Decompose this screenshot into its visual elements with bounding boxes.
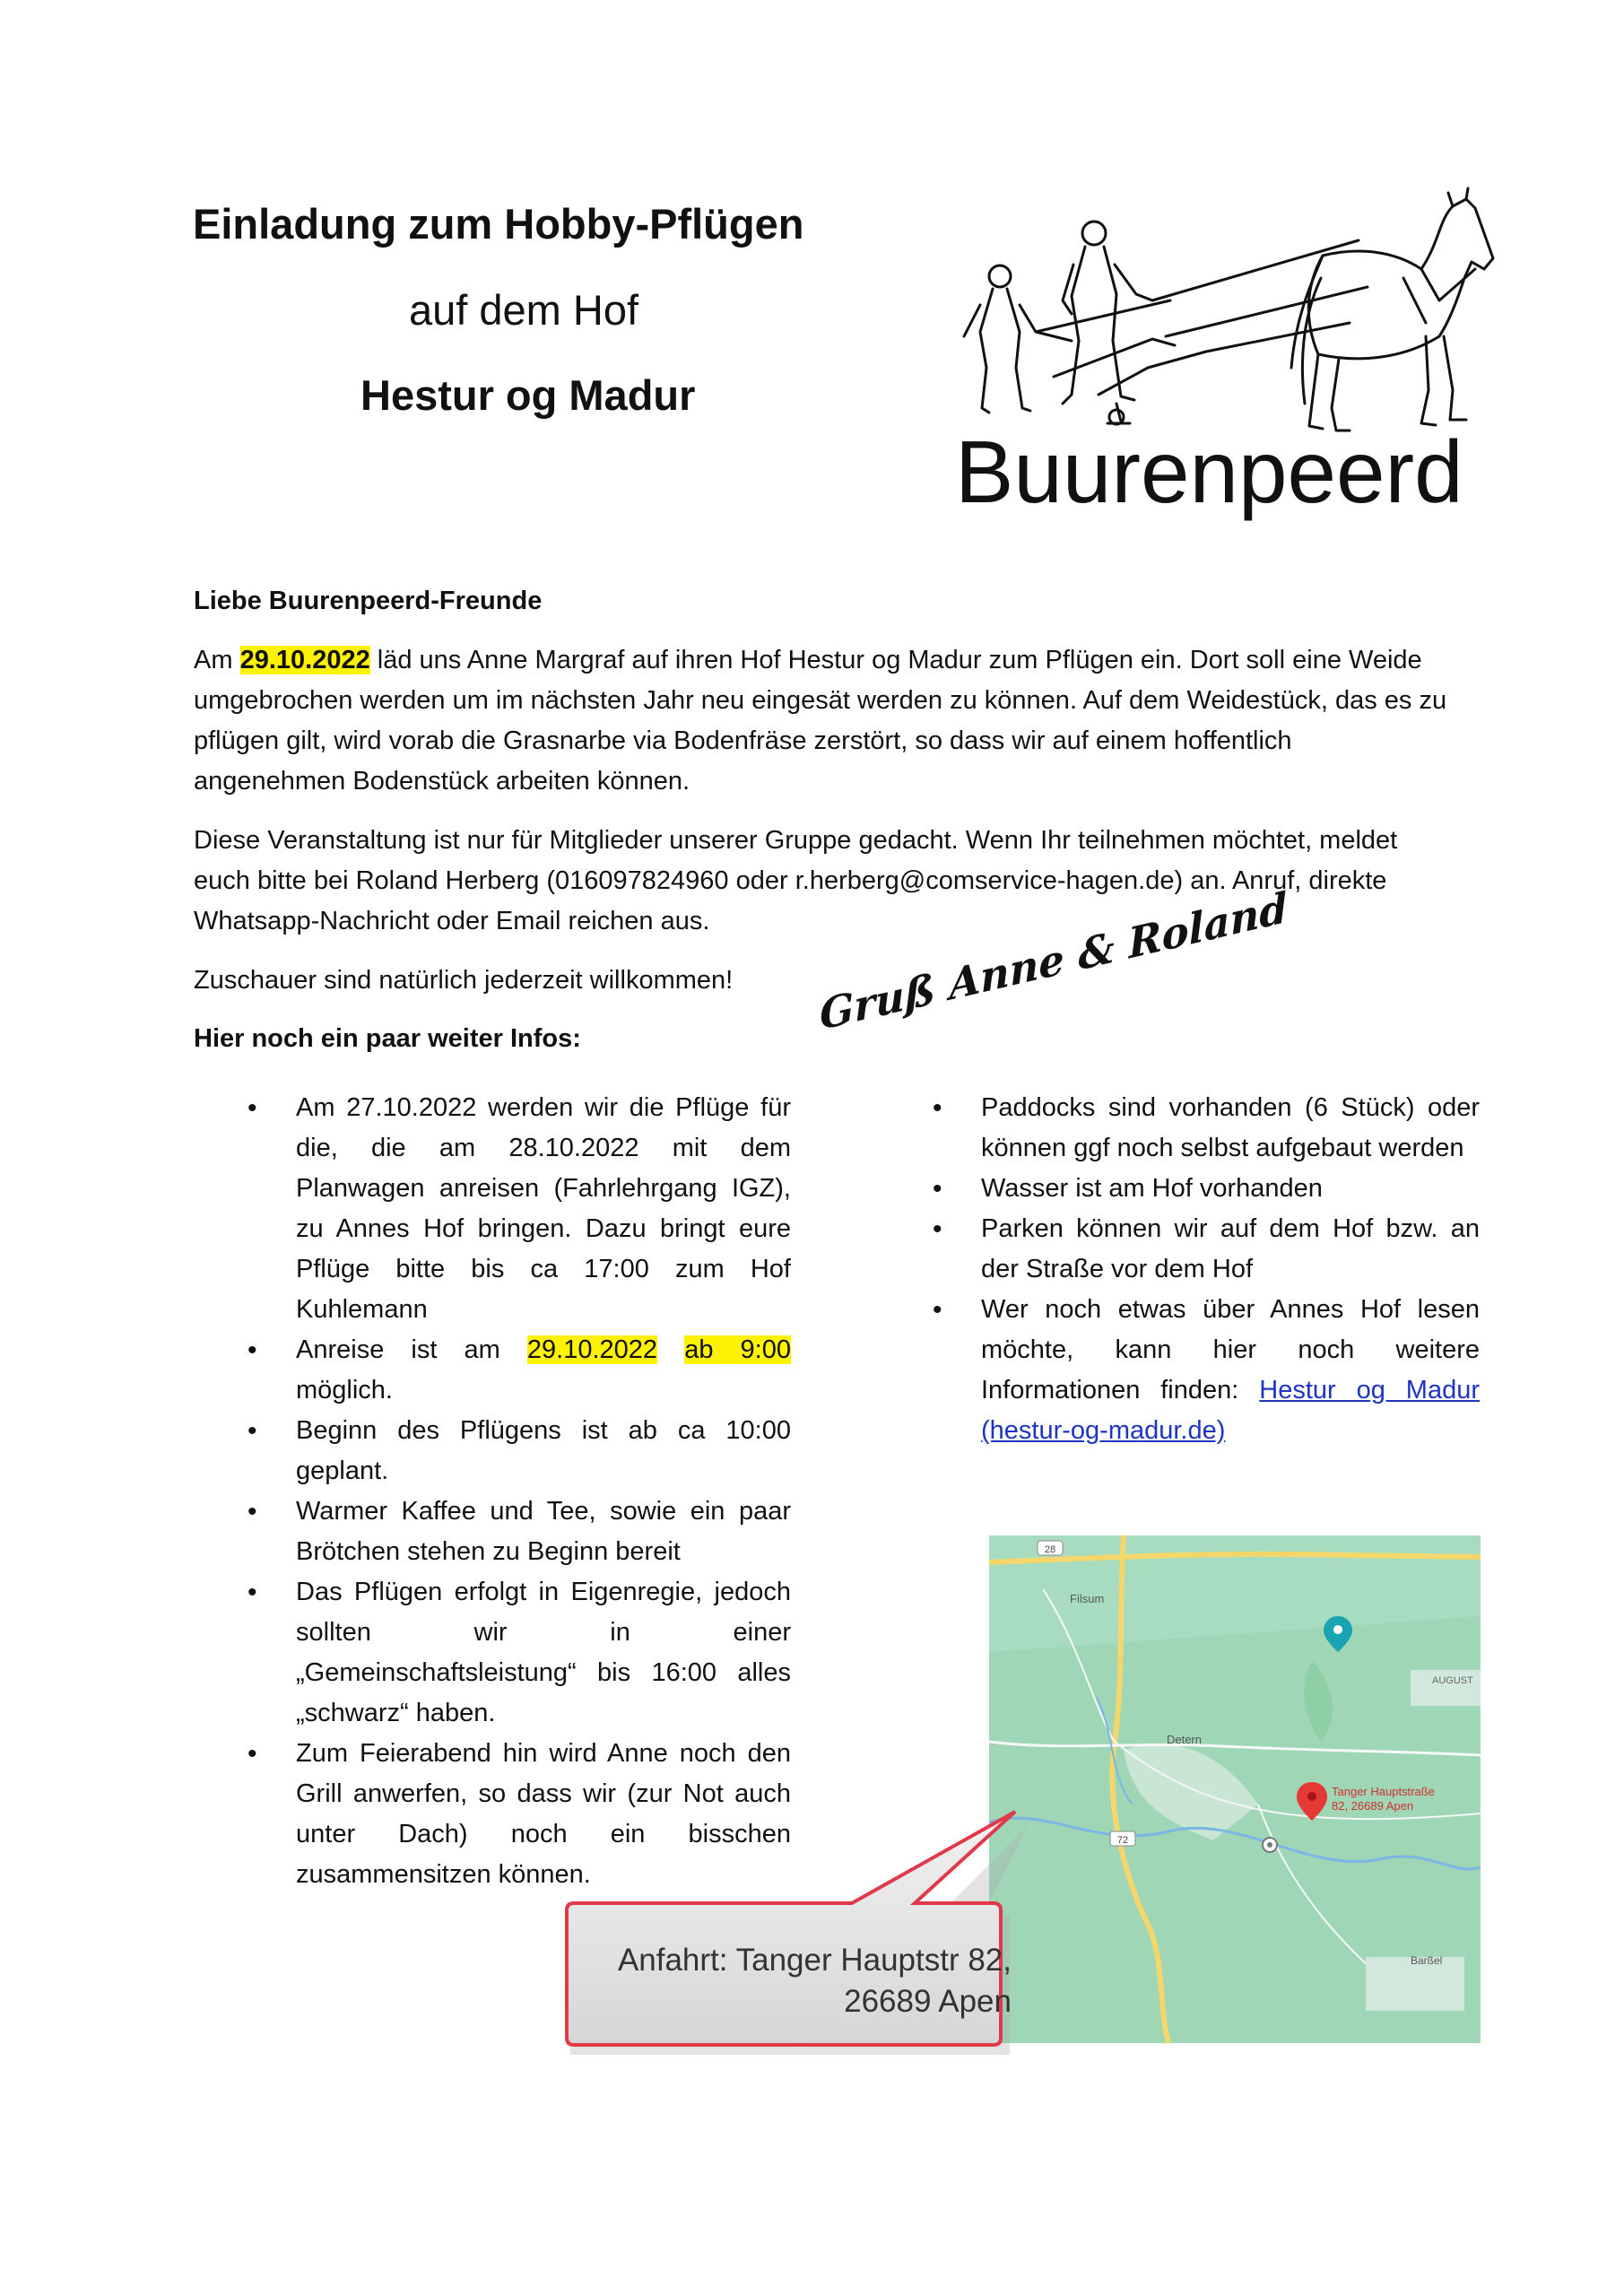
page-subtitle: auf dem Hof — [409, 286, 639, 334]
intro-paragraph — [194, 640, 1449, 802]
list-item — [931, 1290, 1480, 1451]
info-list-left — [246, 1088, 791, 1895]
registration-paragraph: Diese Veranstaltung ist nur für Mitglieder unserer Gruppe gedacht. Wenn Ihr teilnehmen möchtet, meldet euch bitte bei Roland Herberg (016097824960 oder r.herberg@comservice-hagen.de) an. Anruf, direkte Whatsapp-Nachricht oder Email reichen aus. — [194, 826, 1398, 935]
list-item — [246, 1330, 791, 1411]
highlighted-date: 29.10.2022 — [239, 646, 370, 674]
farm-website-link[interactable]: Hestur og Madur (hestur-og-madur.de) — [981, 1376, 1480, 1445]
list-item: • Warmer Kaffee und Tee, sowie ein paar Brötchen stehen zu Beginn bereit — [246, 1492, 791, 1572]
logo-wordmark: Buurenpeerd — [955, 422, 1463, 521]
list-item: • Zum Feierabend hin wird Anne noch den Grill anwerfen, so dass wir (zur Not auch unter Dach) noch ein bisschen zusammensitzen können. — [246, 1734, 791, 1895]
list-item: • Paddocks sind vorhanden (6 Stück) oder können ggf noch selbst aufgebaut werden — [931, 1088, 1480, 1169]
list-item: • Wasser ist am Hof vorhanden — [931, 1169, 1480, 1209]
arrival-post: möglich. — [296, 1376, 393, 1405]
list-item: • Am 27.10.2022 werden wir die Pflüge für die, die am 28.10.2022 mit dem Planwagen anreisen (Fahrlehrgang IGZ), zu Annes Hof bringen. Dazu bringt eure Pflüge bitte bis ca 17:00 zum Hof Kuhlemann — [246, 1088, 791, 1330]
map-label-filsum: Filsum — [1070, 1592, 1105, 1605]
handwritten-signature — [812, 882, 1289, 1049]
highlighted-arrival-time: ab 9:00 — [684, 1335, 791, 1364]
list-item: • Parken können wir auf dem Hof bzw. an der Straße vor dem Hof — [931, 1209, 1480, 1290]
spectators-paragraph: Zuschauer sind natürlich jederzeit willkommen! — [194, 966, 734, 995]
list-item: • Beginn des Pflügens ist ab ca 10:00 geplant. — [246, 1411, 791, 1492]
directions-line-1: Anfahrt: Tanger Hauptstr 82, — [617, 1943, 1012, 1978]
intro-pre: Am — [194, 646, 240, 674]
list-item: • Das Pflügen erfolgt in Eigenregie, jedoch sollten wir in einer „Gemeinschaftsleistung“ bis 16:00 alles „schwarz“ haben. — [246, 1572, 791, 1734]
destination-label-street: Tanger Hauptstraße — [1332, 1785, 1435, 1798]
arrival-pre: Anreise ist am — [296, 1335, 527, 1364]
map-label-barssel: Barßel — [1411, 1954, 1443, 1967]
signature-text: Gruß Anne & Roland — [818, 882, 1289, 1040]
map-label-augustfehn: AUGUST — [1432, 1675, 1473, 1686]
highlighted-arrival-date: 29.10.2022 — [526, 1335, 658, 1364]
directions-line-2: 26689 Apen — [844, 1984, 1012, 2019]
location-map[interactable] — [989, 1535, 1481, 2043]
page-title: Einladung zum Hobby-Pflügen — [193, 200, 804, 248]
directions-text — [599, 1940, 1012, 2022]
map-label-detern: Detern — [1167, 1733, 1203, 1746]
info-list-right — [931, 1088, 1480, 1451]
farm-info-text: Wer noch etwas über Annes Hof lesen möchte, kann hier noch weitere Informationen finden: — [981, 1295, 1480, 1405]
arrival-mid — [657, 1335, 684, 1364]
road-shield-72: 72 — [1116, 1835, 1129, 1846]
road-shield-28: 28 — [1044, 1544, 1056, 1555]
destination-label-city: 82, 26689 Apen — [1332, 1799, 1414, 1813]
buurenpeerd-logo — [937, 188, 1511, 520]
infos-heading: Hier noch ein paar weiter Infos: — [194, 1024, 581, 1053]
farm-name: Hestur og Madur — [360, 371, 696, 419]
greeting: Liebe Buurenpeerd-Freunde — [194, 587, 543, 615]
intro-post: läd uns Anne Margraf auf ihren Hof Hestur og Madur zum Pflügen ein. Dort soll eine Weide umgebrochen werden um im nächsten Jahr neu eingesät werden zu können. Auf dem Weidestück, das es zu pflügen gilt, wird vorab die Grasnarbe via Bodenfräse zerstört, so dass wir auf einem hoffentlich angenehmen Bodenstück arbeiten können. — [194, 646, 1447, 796]
